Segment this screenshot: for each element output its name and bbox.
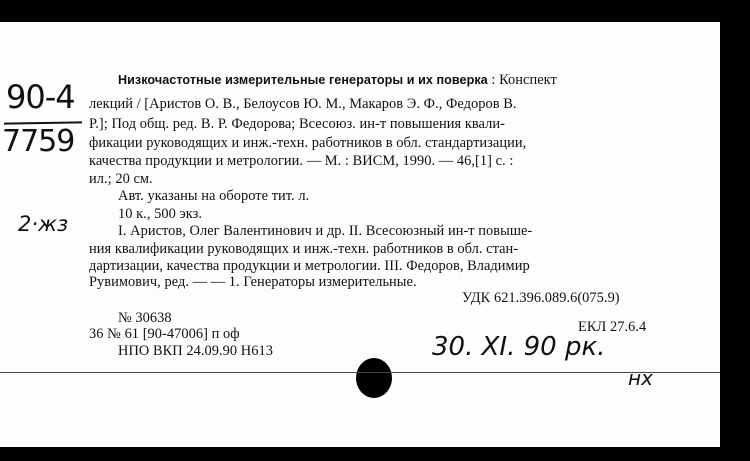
entry-line-5: качества продукции и метрологии. — М. : ВИСМ, 1990. — 46,[1] с. : — [89, 153, 514, 169]
udc-code: УДК 621.396.089.6(075.9) — [462, 290, 620, 306]
tracing-line-2: ния квалификации руководящих и инж.-техн. работников в обл. стан- — [89, 241, 519, 257]
ekl-code: ЕКЛ 27.6.4 — [578, 319, 647, 335]
entry-line-3: Р.]; Под общ. ред. В. Р. Федорова; Всесоюз. ин-т повышения квали- — [89, 116, 505, 132]
footer-line-3: НПО ВКП 24.09.90 Н613 — [118, 343, 273, 359]
entry-line-2: лекций / [Аристов О. В., Белоусов Ю. М., Макаров Э. Ф., Федоров В. — [89, 96, 517, 112]
entry-title: Низкочастотные измерительные генераторы и их поверка — [118, 73, 488, 87]
entry-line-6: ил.; 20 см. — [89, 171, 153, 187]
entry-line-1 — [118, 72, 557, 88]
tracing-line-1: I. Аристов, Олег Валентинович и др. II. Всесоюзный ин-т повыше- — [118, 223, 533, 239]
entry-line-4: фикации руководящих и инж.-техн. работников в обл. стандартизации, — [89, 135, 527, 151]
tracing-line-4: Рувимович, ред. — — 1. Генераторы измерительные. — [89, 274, 417, 290]
handwritten-initials: нх — [628, 366, 653, 390]
note-authors: Авт. указаны на обороте тит. л. — [118, 188, 310, 204]
margin-note: 2·жз — [18, 212, 69, 236]
note-price: 10 к., 500 экз. — [118, 206, 202, 222]
entry-title-cont: : Конспект — [491, 72, 557, 88]
punch-hole — [356, 358, 392, 398]
footer-line-2: 36 № 61 [90-47006] п оф — [89, 326, 240, 342]
bottom-rule — [0, 372, 720, 373]
shelfmark-top: 90-4 — [6, 78, 75, 116]
handwritten-date: 30. XI. 90 рк. — [432, 332, 606, 362]
card-number: № 30638 — [118, 310, 172, 326]
shelfmark-bottom: 7759 — [2, 124, 75, 159]
tracing-line-3: дартизации, качества продукции и метрологии. III. Федоров, Владимир — [89, 258, 530, 274]
